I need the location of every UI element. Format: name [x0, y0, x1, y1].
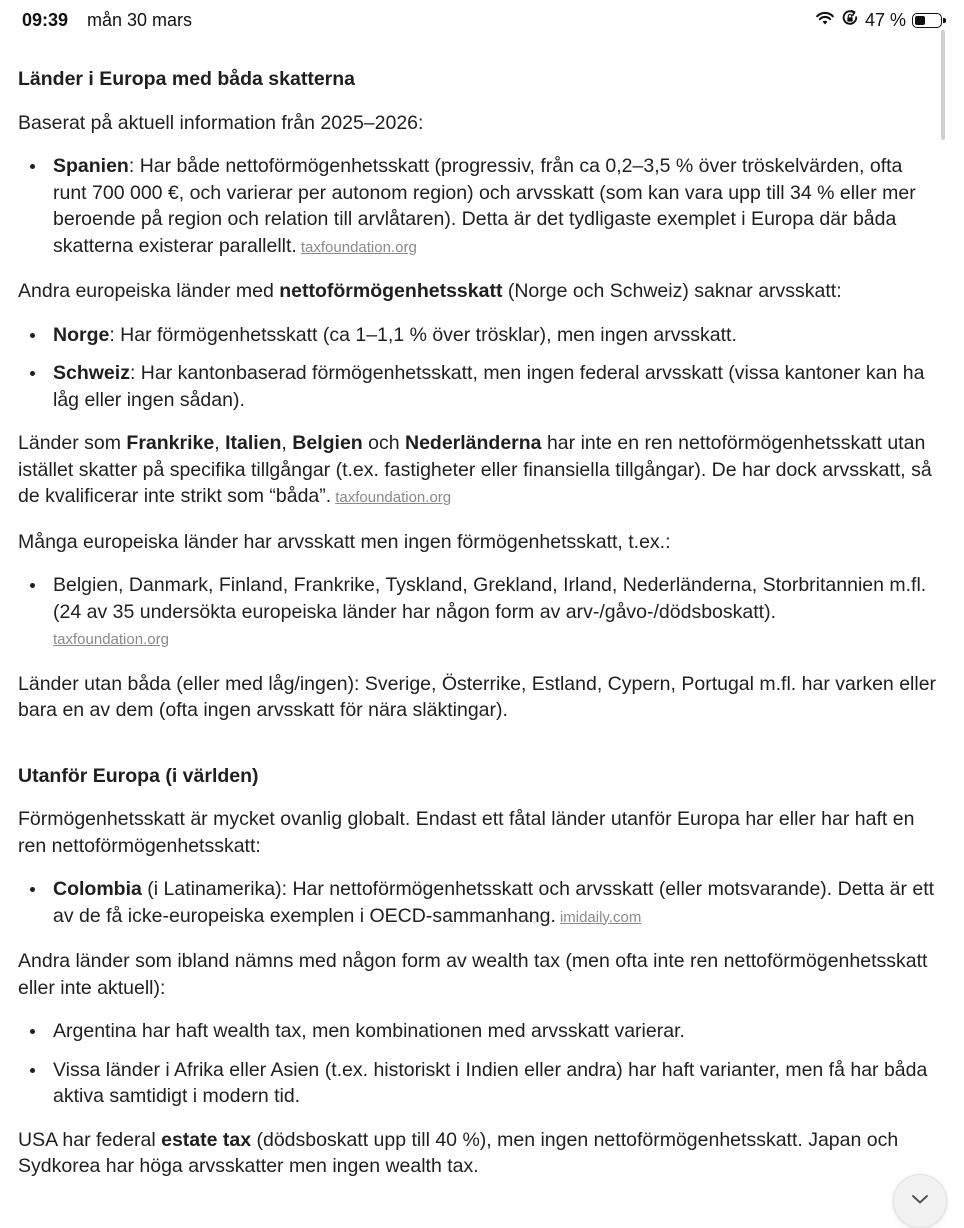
- asset-tax-paragraph: Länder som Frankrike, Italien, Belgien och Nederländerna har inte en ren nettoförmögenhetsskatt utan istället skatter på specifika tillgångar (t.ex. fastigheter eller finansiella tillgångar). De har dock arvsskatt, så de kvalificerar inte strikt som “båda”. taxfoundation.org: [18, 432, 932, 507]
- colombia-list: [18, 876, 938, 931]
- other-countries-intro: Andra länder som ibland nämns med någon form av wealth tax (men ofta inte ren nettoförmögenhetsskatt eller inte aktuell):: [18, 950, 928, 999]
- wealth-tax-intro: Andra europeiska länder med nettoförmögenhetsskatt (Norge och Schweiz) saknar arvsskatt:: [18, 280, 842, 302]
- battery-icon: [912, 13, 942, 28]
- section-heading-world: Utanför Europa (i världen): [18, 764, 259, 787]
- citation-link[interactable]: taxfoundation.org: [53, 631, 169, 648]
- intro-paragraph: Baserat på aktuell information från 2025–2026:: [18, 111, 424, 134]
- status-date: mån 30 mars: [87, 10, 193, 30]
- wealth-tax-list: [18, 322, 938, 414]
- section-heading-europe: Länder i Europa med båda skatterna: [18, 68, 356, 90]
- citation-link[interactable]: taxfoundation.org: [300, 238, 417, 256]
- inheritance-intro: Många europeiska länder har arvsskatt men ingen förmögenhetsskatt, t.ex.:: [18, 530, 671, 553]
- wifi-icon: [815, 10, 835, 31]
- response-content: [18, 66, 938, 1197]
- inheritance-list: [18, 572, 938, 654]
- list-item-africa-asia: Vissa länder i Afrika eller Asien (t.ex. historiskt i Indien eller andra) har haft varianter, men få har båda aktiva samtidigt i modern tid.: [53, 1057, 938, 1110]
- list-item-norway: Norge: Har förmögenhetsskatt (ca 1–1,1 % över trösklar), men ingen arvsskatt.: [53, 322, 938, 349]
- list-item-switzerland: Schweiz: Har kantonbaserad förmögenhetsskatt, men ingen federal arvsskatt (vissa kantoner kan ha låg eller ingen sådan).: [53, 360, 938, 413]
- neither-paragraph: Länder utan båda (eller med låg/ingen): Sverige, Österrike, Estland, Cypern, Portugal m.fl. har varken eller bara en av dem (ofta ingen arvsskatt för nära släktingar).: [18, 672, 937, 721]
- country-name: Norge: [53, 323, 110, 346]
- list-item-inheritance-countries: Belgien, Danmark, Finland, Frankrike, Tyskland, Grekland, Irland, Nederländerna, Storbritannien m.fl. (24 av 35 undersökta europeiska länder har någon form av arv-/gåvo-/dödsboskatt). taxfoundation.org: [53, 572, 938, 654]
- battery-percentage: 47 %: [864, 10, 906, 30]
- country-name: Colombia: [53, 878, 142, 900]
- citation-link[interactable]: taxfoundation.org: [335, 489, 452, 506]
- country-name: Schweiz: [53, 362, 130, 384]
- world-intro: Förmögenhetsskatt är mycket ovanlig globalt. Endast ett fåtal länder utanför Europa har eller har haft en ren nettoförmögenhetsskatt:: [18, 808, 915, 857]
- status-indicators: [815, 9, 942, 32]
- status-bar: [0, 0, 964, 40]
- list-item-argentina: Argentina har haft wealth tax, men kombinationen med arvsskatt varierar.: [53, 1018, 938, 1045]
- citation-link[interactable]: imidaily.com: [559, 908, 642, 926]
- spain-list: [18, 153, 938, 261]
- scroll-down-button[interactable]: [893, 1174, 947, 1228]
- usa-paragraph: USA har federal estate tax (dödsboskatt upp till 40 %), men ingen nettoförmögenhetsskatt. Japan och Sydkorea har höga arvsskatter men ingen wealth tax.: [18, 1128, 899, 1177]
- rotation-lock-icon: [841, 9, 859, 32]
- scrollbar[interactable]: [941, 30, 945, 140]
- battery-level: [915, 16, 925, 25]
- list-item-colombia: Colombia (i Latinamerika): Har nettoförmögenhetsskatt och arvsskatt (eller motsvarande). Detta är ett av de få icke-europeiska exemplen i OECD-sammanhang. imidaily.com: [53, 876, 938, 931]
- country-name: Spanien: [53, 155, 129, 177]
- status-time: 09:39: [22, 10, 69, 30]
- list-item-spain: Spanien: Har både nettoförmögenhetsskatt (progressiv, från ca 0,2–3,5 % över tröskelvärden, ofta runt 700 000 €, och varierar per autonom region) och arvsskatt (som kan vara upp till 34 % eller mer beroende på region och relation till arvlåtaren). Detta är det tydligaste exemplet i Europa där båda skatterna existerar parallellt. taxfoundation.org: [53, 153, 938, 261]
- chevron-down-icon: [910, 1192, 930, 1210]
- other-countries-list: [18, 1018, 938, 1110]
